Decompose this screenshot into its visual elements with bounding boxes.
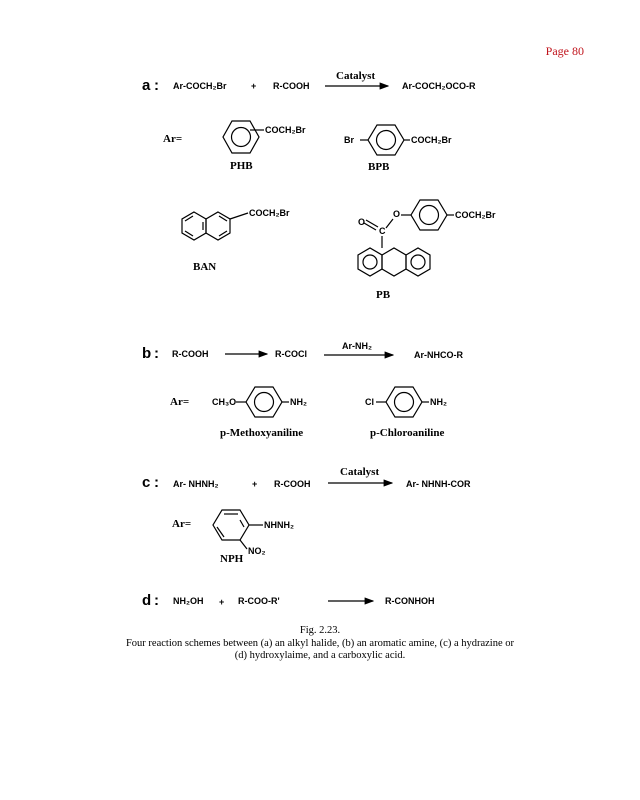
scheme-b-ar-label: Ar= bbox=[170, 396, 190, 408]
nph-hydrazine: NHNH₂ bbox=[264, 520, 294, 530]
scheme-c-reactant2: R-COOH bbox=[274, 479, 311, 489]
bpb-structure bbox=[344, 125, 452, 173]
pb-anthracene-right bbox=[406, 248, 430, 276]
p-chloroaniline-name: p-Chloroaniline bbox=[370, 427, 445, 439]
scheme-a-plus: + bbox=[251, 81, 257, 91]
pb-substituent: COCH₂Br bbox=[455, 210, 496, 220]
scheme-b-arrow-label: Ar-NH₂ bbox=[342, 341, 372, 351]
phb-name: PHB bbox=[230, 160, 253, 172]
nph-structure bbox=[213, 510, 294, 565]
ban-ring-right bbox=[206, 212, 230, 240]
scheme-a-colon: : bbox=[154, 77, 159, 94]
scheme-a bbox=[142, 70, 496, 301]
scheme-a-reactant1: Ar-COCH₂Br bbox=[173, 81, 227, 91]
scheme-c-plus: + bbox=[252, 479, 258, 489]
bpb-name: BPB bbox=[368, 161, 390, 173]
scheme-a-ar-label: Ar= bbox=[163, 133, 183, 145]
pb-ester-o: O bbox=[393, 209, 401, 219]
bpb-ring-circle bbox=[377, 131, 396, 150]
scheme-c-arrow-label: Catalyst bbox=[340, 466, 380, 478]
scheme-c-colon: : bbox=[154, 474, 159, 491]
scheme-b-label: b bbox=[142, 345, 152, 362]
p-chloroaniline-amine: NH₂ bbox=[430, 397, 447, 407]
pb-name: PB bbox=[376, 289, 391, 301]
scheme-c-product: Ar- NHNH-COR bbox=[406, 479, 471, 489]
scheme-b-colon: : bbox=[154, 345, 159, 362]
pb-structure bbox=[358, 200, 496, 301]
p-chloroaniline-ring bbox=[386, 387, 422, 417]
phb-substituent: COCH₂Br bbox=[265, 125, 306, 135]
p-methoxyaniline-structure bbox=[212, 387, 307, 439]
caption-title: Fig. 2.23. bbox=[299, 625, 341, 636]
scheme-a-reactant2: R-COOH bbox=[273, 81, 310, 91]
scheme-d-reactant2: R-COO-R' bbox=[238, 596, 280, 606]
nph-name: NPH bbox=[220, 553, 244, 565]
scheme-a-arrow-label: Catalyst bbox=[336, 70, 376, 82]
scheme-a-product: Ar-COCH₂OCO-R bbox=[402, 81, 476, 91]
scheme-b-intermediate: R-COCl bbox=[275, 349, 307, 359]
scheme-a-label: a bbox=[142, 77, 151, 94]
p-methoxyaniline-amine: NH₂ bbox=[290, 397, 307, 407]
scheme-c-label: c bbox=[142, 474, 151, 491]
methoxy-group: CH₃O bbox=[212, 397, 237, 407]
scheme-b-reactant: R-COOH bbox=[172, 349, 209, 359]
phb-ring-circle bbox=[232, 128, 251, 147]
scheme-c bbox=[142, 466, 471, 565]
page-number: Page 80 bbox=[545, 44, 584, 58]
p-methoxyaniline-name: p-Methoxyaniline bbox=[220, 427, 304, 439]
figure-caption bbox=[120, 625, 520, 663]
pb-anthracene-left bbox=[358, 248, 382, 276]
scheme-c-ar-label: Ar= bbox=[172, 518, 192, 530]
pb-carbonyl-o: O bbox=[358, 217, 366, 227]
bpb-bromo: Br bbox=[344, 135, 355, 145]
pb-phenyl-ring bbox=[411, 200, 447, 230]
ban-structure bbox=[182, 208, 290, 273]
scheme-d-colon: : bbox=[154, 592, 159, 609]
caption-text: Four reaction schemes between (a) an alkyl halide, (b) an aromatic amine, (c) a hydrazine or (d) hydroxylaime, and a carboxylic acid. bbox=[125, 637, 515, 661]
bpb-substituent: COCH₂Br bbox=[411, 135, 452, 145]
scheme-d bbox=[142, 592, 435, 609]
pb-anthracene-mid bbox=[382, 248, 406, 276]
phb-ring bbox=[223, 121, 259, 153]
scheme-c-reactant1: Ar- NHNH₂ bbox=[173, 479, 219, 489]
nph-nitro: NO₂ bbox=[248, 546, 266, 556]
pb-carbon: C bbox=[379, 226, 386, 236]
p-methoxyaniline-ring bbox=[246, 387, 282, 417]
phb-structure bbox=[223, 121, 306, 172]
scheme-d-product: R-CONHOH bbox=[385, 596, 435, 606]
bpb-ring bbox=[368, 125, 404, 155]
scheme-d-plus: + bbox=[219, 597, 225, 607]
p-chloroaniline-structure bbox=[365, 387, 447, 439]
ban-substituent: COCH₂Br bbox=[249, 208, 290, 218]
chloro-group: Cl bbox=[365, 397, 374, 407]
scheme-b-product: Ar-NHCO-R bbox=[414, 350, 463, 360]
scheme-b bbox=[142, 341, 463, 439]
ban-name: BAN bbox=[193, 261, 217, 273]
ban-bond bbox=[230, 213, 248, 219]
scheme-d-label: d bbox=[142, 592, 152, 609]
scheme-d-reactant1: NH₂OH bbox=[173, 596, 204, 606]
